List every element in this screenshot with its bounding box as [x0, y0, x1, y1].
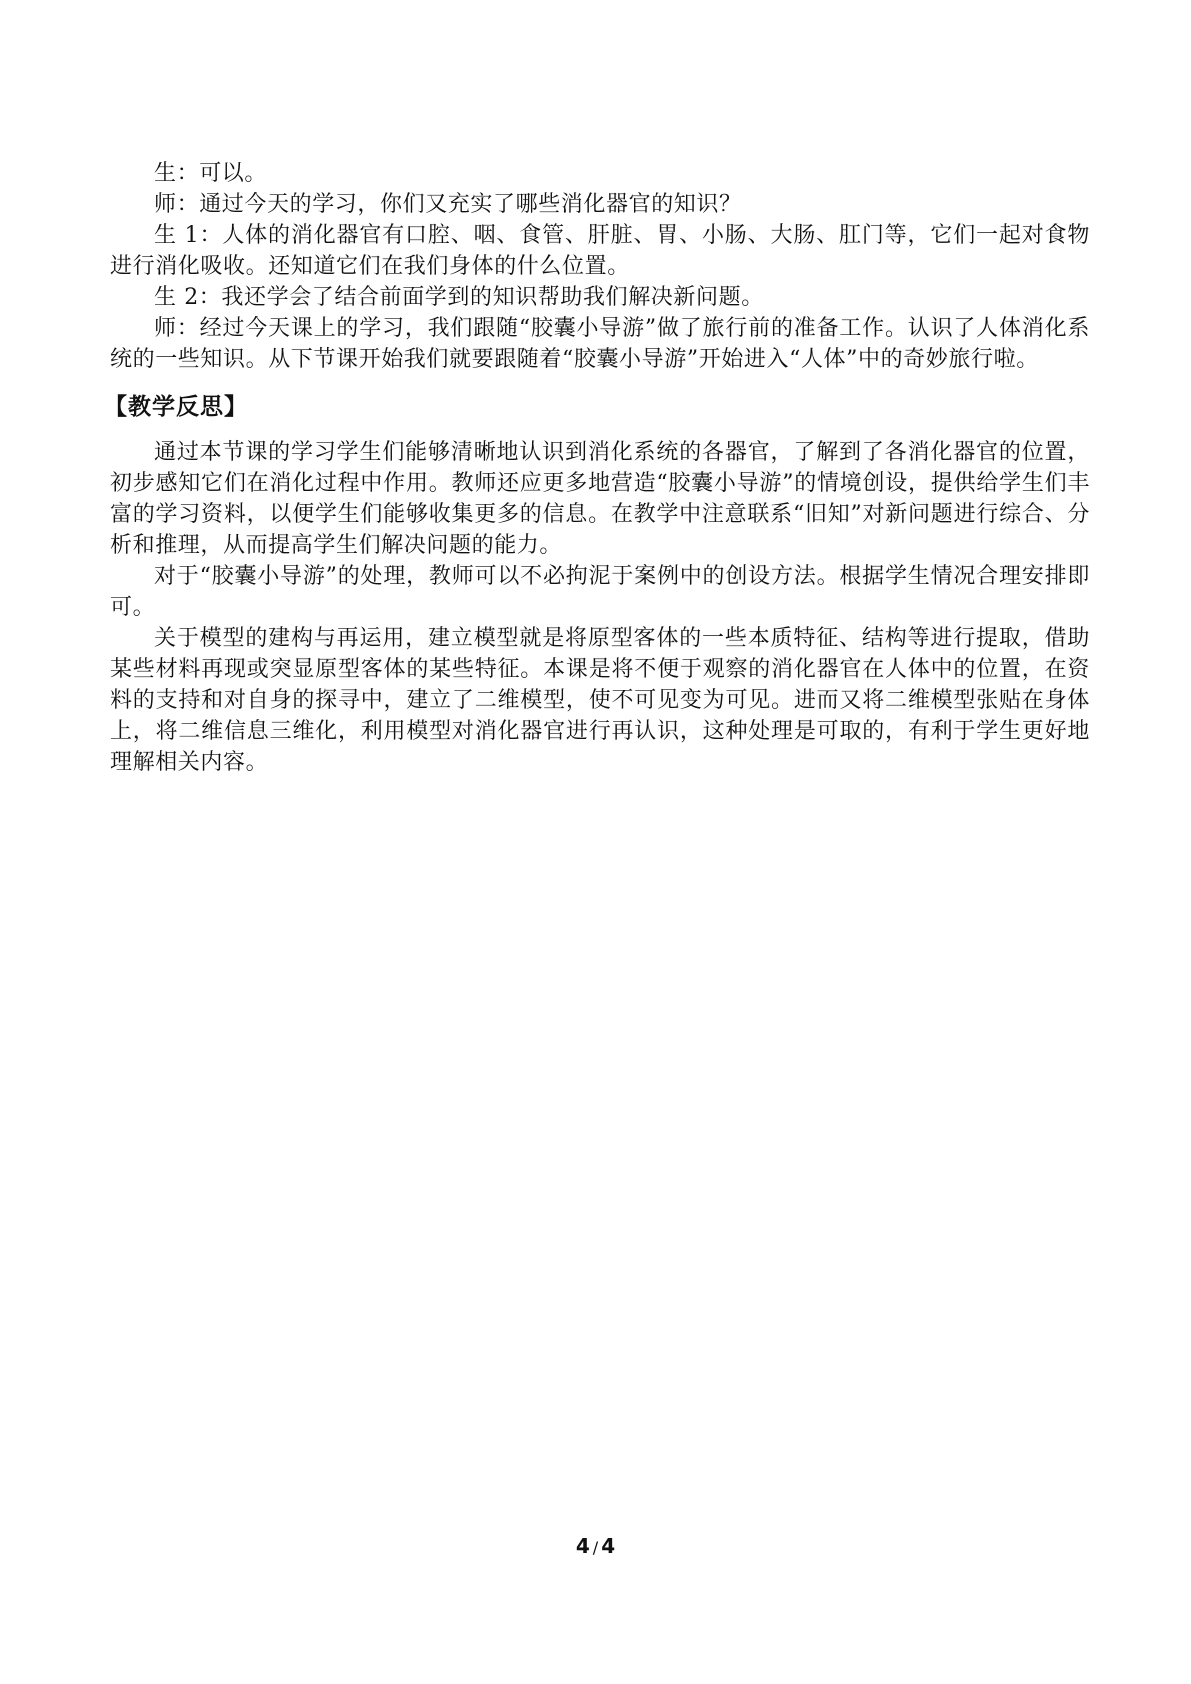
dialogue-line: 生：可以。	[154, 161, 268, 186]
dialogue-line: 生 1：人体的消化器官有口腔、咽、食管、肝脏、胃、小肠、大肠、肛门等，它们一起对食物进行消化吸收。还知道它们在我们身体的什么位置。	[110, 223, 1090, 279]
page-separator: /	[592, 1538, 599, 1557]
document-body	[104, 158, 1090, 778]
dialogue-line: 师：通过今天的学习，你们又充实了哪些消化器官的知识？	[154, 192, 742, 217]
section-heading: 【教学反思】	[104, 394, 248, 420]
dialogue-line: 生 2：我还学会了结合前面学到的知识帮助我们解决新问题。	[154, 285, 764, 310]
current-page: 4	[575, 1534, 590, 1558]
total-pages: 4	[601, 1534, 616, 1558]
dialogue-line: 师：经过今天课上的学习，我们跟随“胶囊小导游”做了旅行前的准备工作。认识了人体消化系统的一些知识。从下节课开始我们就要跟随着“胶囊小导游”开始进入“人体”中的奇妙旅行啦。	[110, 316, 1090, 372]
reflection-paragraph: 关于模型的建构与再运用，建立模型就是将原型客体的一些本质特征、结构等进行提取，借助某些材料再现或突显原型客体的某些特征。本课是将不便于观察的消化器官在人体中的位置，在资料的支持和对自身的探寻中，建立了二维模型，使不可见变为可见。进而又将二维模型张贴在身体上，将二维信息三维化，利用模型对消化器官进行再认识，这种处理是可取的，有利于学生更好地理解相关内容。	[110, 626, 1090, 775]
page-number	[0, 1534, 1191, 1558]
reflection-paragraph: 通过本节课的学习学生们能够清晰地认识到消化系统的各器官，了解到了各消化器官的位置，初步感知它们在消化过程中作用。教师还应更多地营造“胶囊小导游”的情境创设，提供给学生们丰富的学习资料，以便学生们能够收集更多的信息。在教学中注意联系“旧知”对新问题进行综合、分析和推理，从而提高学生们解决问题的能力。	[110, 440, 1090, 558]
reflection-paragraph: 对于“胶囊小导游”的处理，教师可以不必拘泥于案例中的创设方法。根据学生情况合理安排即可。	[110, 564, 1090, 620]
